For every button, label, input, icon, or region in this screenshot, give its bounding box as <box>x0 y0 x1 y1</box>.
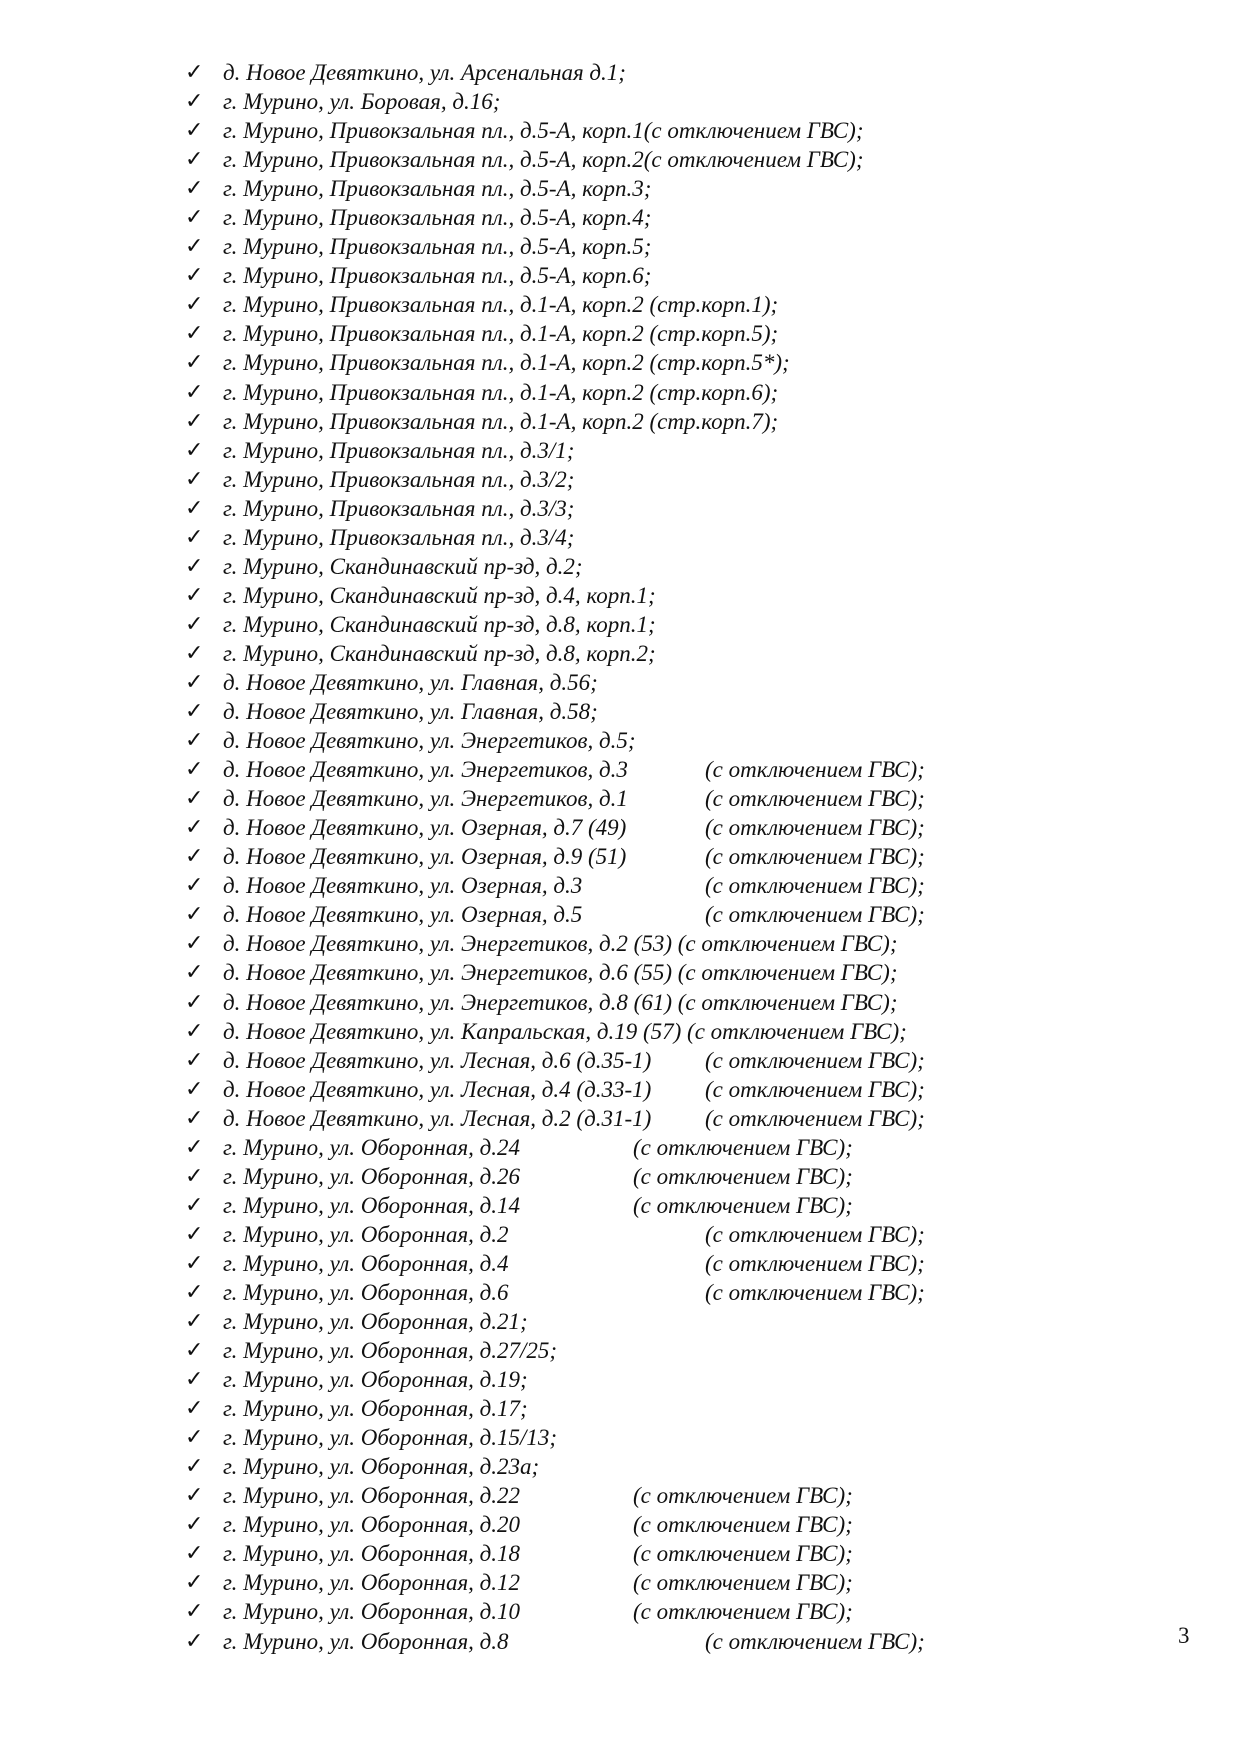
list-item <box>185 232 1145 261</box>
address-text: д. Новое Девяткино, ул. Озерная, д.9 (51) <box>223 844 627 870</box>
checkmark-icon: ✓ <box>185 524 204 550</box>
list-item <box>185 813 1145 842</box>
hot-water-shutoff-note: (с отключением ГВС); <box>633 1163 853 1189</box>
list-item <box>185 726 1145 755</box>
address-text: д. Новое Девяткино, ул. Главная, д.56; <box>223 669 598 695</box>
address-text: д. Новое Девяткино, ул. Лесная, д.4 (д.33-1) <box>223 1076 652 1102</box>
list-item <box>185 58 1145 87</box>
checkmark-icon: ✓ <box>185 1541 204 1567</box>
list-item <box>185 1278 1145 1307</box>
checkmark-icon: ✓ <box>185 1163 204 1189</box>
checkmark-icon: ✓ <box>185 379 204 405</box>
address-text: д. Новое Девяткино, ул. Энергетиков, д.2 (53) (с отключением ГВС); <box>223 931 898 957</box>
address-text: г. Мурино, ул. Оборонная, д.14 <box>223 1192 521 1218</box>
list-item <box>185 1423 1145 1452</box>
hot-water-shutoff-note: (с отключением ГВС); <box>705 815 925 841</box>
address-text: г. Мурино, Привокзальная пл., д.5-А, корп.1(с отключением ГВС); <box>223 118 864 144</box>
checkmark-icon: ✓ <box>185 1425 204 1451</box>
address-text: г. Мурино, ул. Оборонная, д.26 <box>223 1163 521 1189</box>
checkmark-icon: ✓ <box>185 89 204 115</box>
address-text: г. Мурино, ул. Оборонная, д.23а; <box>223 1454 540 1480</box>
list-item <box>185 1220 1145 1249</box>
address-text: д. Новое Девяткино, ул. Лесная, д.2 (д.31-1) <box>223 1105 652 1131</box>
list-item <box>185 581 1145 610</box>
address-text: д. Новое Девяткино, ул. Озерная, д.3 <box>223 873 583 899</box>
list-item <box>185 145 1145 174</box>
address-text: г. Мурино, Скандинавский пр-зд, д.8, корп.1; <box>223 611 656 637</box>
checkmark-icon: ✓ <box>185 1018 204 1044</box>
list-item <box>185 378 1145 407</box>
checkmark-icon: ✓ <box>185 437 204 463</box>
hot-water-shutoff-note: (с отключением ГВС); <box>705 1076 925 1102</box>
address-text: г. Мурино, Привокзальная пл., д.5-А, корп.5; <box>223 234 652 260</box>
list-item <box>185 552 1145 581</box>
address-text: г. Мурино, Скандинавский пр-зд, д.2; <box>223 553 583 579</box>
checkmark-icon: ✓ <box>185 1279 204 1305</box>
list-item <box>185 261 1145 290</box>
list-item <box>185 1365 1145 1394</box>
address-text: д. Новое Девяткино, ул. Лесная, д.6 (д.35-1) <box>223 1047 652 1073</box>
checkmark-icon: ✓ <box>185 786 204 812</box>
hot-water-shutoff-note: (с отключением ГВС); <box>705 757 925 783</box>
address-text: г. Мурино, ул. Оборонная, д.18 <box>223 1541 521 1567</box>
list-item <box>185 639 1145 668</box>
address-text: г. Мурино, ул. Оборонная, д.6 <box>223 1279 509 1305</box>
checkmark-icon: ✓ <box>185 495 204 521</box>
checkmark-icon: ✓ <box>185 321 204 347</box>
address-text: г. Мурино, ул. Оборонная, д.22 <box>223 1483 521 1509</box>
checkmark-icon: ✓ <box>185 1250 204 1276</box>
list-item <box>185 1307 1145 1336</box>
checkmark-icon: ✓ <box>185 1454 204 1480</box>
list-item <box>185 1249 1145 1278</box>
list-item <box>185 174 1145 203</box>
checkmark-icon: ✓ <box>185 960 204 986</box>
checkmark-icon: ✓ <box>185 408 204 434</box>
list-item <box>185 958 1145 987</box>
list-item <box>185 1104 1145 1133</box>
list-item <box>185 1568 1145 1597</box>
address-text: г. Мурино, Привокзальная пл., д.1-А, корп.2 (стр.корп.5*); <box>223 350 790 376</box>
list-item <box>185 1162 1145 1191</box>
checkmark-icon: ✓ <box>185 553 204 579</box>
address-text: д. Новое Девяткино, ул. Озерная, д.5 <box>223 902 583 928</box>
checkmark-icon: ✓ <box>185 611 204 637</box>
checkmark-icon: ✓ <box>185 1192 204 1218</box>
hot-water-shutoff-note: (с отключением ГВС); <box>633 1570 853 1596</box>
address-text: г. Мурино, Скандинавский пр-зд, д.4, корп.1; <box>223 582 656 608</box>
hot-water-shutoff-note: (с отключением ГВС); <box>705 902 925 928</box>
address-text: г. Мурино, Привокзальная пл., д.3/1; <box>223 437 575 463</box>
hot-water-shutoff-note: (с отключением ГВС); <box>705 786 925 812</box>
hot-water-shutoff-note: (с отключением ГВС); <box>633 1192 853 1218</box>
address-text: д. Новое Девяткино, ул. Капральская, д.19 (57) (с отключением ГВС); <box>223 1018 907 1044</box>
checkmark-icon: ✓ <box>185 1599 204 1625</box>
address-text: г. Мурино, Привокзальная пл., д.1-А, корп.2 (стр.корп.1); <box>223 292 779 318</box>
address-text: д. Новое Девяткино, ул. Энергетиков, д.6 (55) (с отключением ГВС); <box>223 960 898 986</box>
hot-water-shutoff-note: (с отключением ГВС); <box>633 1483 853 1509</box>
checkmark-icon: ✓ <box>185 1309 204 1335</box>
list-item <box>185 116 1145 145</box>
list-item <box>185 1017 1145 1046</box>
address-text: г. Мурино, ул. Оборонная, д.12 <box>223 1570 521 1596</box>
list-item <box>185 755 1145 784</box>
checkmark-icon: ✓ <box>185 234 204 260</box>
list-item <box>185 494 1145 523</box>
list-item <box>185 1336 1145 1365</box>
list-item <box>185 668 1145 697</box>
address-text: г. Мурино, Привокзальная пл., д.3/4; <box>223 524 575 550</box>
address-text: г. Мурино, Привокзальная пл., д.3/3; <box>223 495 575 521</box>
list-item <box>185 1627 1145 1656</box>
list-item <box>185 900 1145 929</box>
address-text: г. Мурино, ул. Оборонная, д.17; <box>223 1396 528 1422</box>
checkmark-icon: ✓ <box>185 582 204 608</box>
checkmark-icon: ✓ <box>185 176 204 202</box>
checkmark-icon: ✓ <box>185 1628 204 1654</box>
list-item <box>185 348 1145 377</box>
hot-water-shutoff-note: (с отключением ГВС); <box>705 1221 925 1247</box>
address-text: г. Мурино, Привокзальная пл., д.1-А, корп.2 (стр.корп.6); <box>223 379 779 405</box>
list-item <box>185 319 1145 348</box>
hot-water-shutoff-note: (с отключением ГВС); <box>633 1134 853 1160</box>
checkmark-icon: ✓ <box>185 1221 204 1247</box>
list-item <box>185 1075 1145 1104</box>
address-text: д. Новое Девяткино, ул. Энергетиков, д.5; <box>223 728 636 754</box>
checkmark-icon: ✓ <box>185 60 204 85</box>
address-list <box>185 58 1145 1656</box>
list-item <box>185 1481 1145 1510</box>
checkmark-icon: ✓ <box>185 205 204 231</box>
list-item <box>185 1133 1145 1162</box>
list-item <box>185 697 1145 726</box>
address-text: г. Мурино, Привокзальная пл., д.5-А, корп.2(с отключением ГВС); <box>223 147 864 173</box>
checkmark-icon: ✓ <box>185 640 204 666</box>
list-item <box>185 407 1145 436</box>
hot-water-shutoff-note: (с отключением ГВС); <box>705 1250 925 1276</box>
list-item <box>185 610 1145 639</box>
list-item <box>185 436 1145 465</box>
checkmark-icon: ✓ <box>185 1512 204 1538</box>
checkmark-icon: ✓ <box>185 1570 204 1596</box>
checkmark-icon: ✓ <box>185 699 204 725</box>
checkmark-icon: ✓ <box>185 815 204 841</box>
hot-water-shutoff-note: (с отключением ГВС); <box>633 1541 853 1567</box>
hot-water-shutoff-note: (с отключением ГВС); <box>705 844 925 870</box>
checkmark-icon: ✓ <box>185 873 204 899</box>
address-text: г. Мурино, Привокзальная пл., д.1-А, корп.2 (стр.корп.7); <box>223 408 779 434</box>
address-text: д. Новое Девяткино, ул. Арсенальная д.1; <box>223 60 626 85</box>
address-text: г. Мурино, Привокзальная пл., д.1-А, корп.2 (стр.корп.5); <box>223 321 779 347</box>
address-text: г. Мурино, Привокзальная пл., д.5-А, корп.3; <box>223 176 652 202</box>
list-item <box>185 1452 1145 1481</box>
checkmark-icon: ✓ <box>185 1338 204 1364</box>
list-item <box>185 87 1145 116</box>
checkmark-icon: ✓ <box>185 902 204 928</box>
hot-water-shutoff-note: (с отключением ГВС); <box>705 1279 925 1305</box>
address-text: г. Мурино, ул. Оборонная, д.8 <box>223 1628 509 1654</box>
checkmark-icon: ✓ <box>185 669 204 695</box>
list-item <box>185 290 1145 319</box>
address-text: г. Мурино, ул. Оборонная, д.21; <box>223 1309 528 1335</box>
checkmark-icon: ✓ <box>185 263 204 289</box>
checkmark-icon: ✓ <box>185 292 204 318</box>
list-item <box>185 1394 1145 1423</box>
hot-water-shutoff-note: (с отключением ГВС); <box>633 1512 853 1538</box>
list-item <box>185 842 1145 871</box>
hot-water-shutoff-note: (с отключением ГВС); <box>705 1047 925 1073</box>
address-text: г. Мурино, Привокзальная пл., д.5-А, корп.4; <box>223 205 652 231</box>
list-item <box>185 1046 1145 1075</box>
address-text: д. Новое Девяткино, ул. Главная, д.58; <box>223 699 598 725</box>
hot-water-shutoff-note: (с отключением ГВС); <box>705 1628 925 1654</box>
list-item <box>185 1191 1145 1220</box>
checkmark-icon: ✓ <box>185 1134 204 1160</box>
checkmark-icon: ✓ <box>185 147 204 173</box>
address-text: г. Мурино, ул. Оборонная, д.24 <box>223 1134 521 1160</box>
hot-water-shutoff-note: (с отключением ГВС); <box>705 873 925 899</box>
hot-water-shutoff-note: (с отключением ГВС); <box>633 1599 853 1625</box>
address-text: д. Новое Девяткино, ул. Энергетиков, д.1 <box>223 786 628 812</box>
list-item <box>185 871 1145 900</box>
address-text: г. Мурино, Привокзальная пл., д.5-А, корп.6; <box>223 263 652 289</box>
address-text: д. Новое Девяткино, ул. Энергетиков, д.8 (61) (с отключением ГВС); <box>223 989 898 1015</box>
checkmark-icon: ✓ <box>185 118 204 144</box>
hot-water-shutoff-note: (с отключением ГВС); <box>705 1105 925 1131</box>
checkmark-icon: ✓ <box>185 728 204 754</box>
checkmark-icon: ✓ <box>185 1105 204 1131</box>
list-item <box>185 203 1145 232</box>
address-text: д. Новое Девяткино, ул. Озерная, д.7 (49) <box>223 815 627 841</box>
list-item <box>185 523 1145 552</box>
checkmark-icon: ✓ <box>185 1367 204 1393</box>
list-item <box>185 988 1145 1017</box>
address-text: д. Новое Девяткино, ул. Энергетиков, д.3 <box>223 757 628 783</box>
checkmark-icon: ✓ <box>185 931 204 957</box>
checkmark-icon: ✓ <box>185 757 204 783</box>
address-text: г. Мурино, ул. Оборонная, д.20 <box>223 1512 521 1538</box>
list-item <box>185 1539 1145 1568</box>
address-text: г. Мурино, ул. Оборонная, д.27/25; <box>223 1338 558 1364</box>
checkmark-icon: ✓ <box>185 350 204 376</box>
address-text: г. Мурино, ул. Оборонная, д.15/13; <box>223 1425 558 1451</box>
address-text: г. Мурино, Привокзальная пл., д.3/2; <box>223 466 575 492</box>
checkmark-icon: ✓ <box>185 844 204 870</box>
address-text: г. Мурино, Скандинавский пр-зд, д.8, корп.2; <box>223 640 656 666</box>
list-item <box>185 784 1145 813</box>
address-text: г. Мурино, ул. Оборонная, д.4 <box>223 1250 509 1276</box>
checkmark-icon: ✓ <box>185 1047 204 1073</box>
checkmark-icon: ✓ <box>185 989 204 1015</box>
list-item <box>185 465 1145 494</box>
address-text: г. Мурино, ул. Оборонная, д.10 <box>223 1599 521 1625</box>
address-text: г. Мурино, ул. Оборонная, д.2 <box>223 1221 509 1247</box>
checkmark-icon: ✓ <box>185 1076 204 1102</box>
checkmark-icon: ✓ <box>185 466 204 492</box>
address-text: г. Мурино, ул. Боровая, д.16; <box>223 89 501 115</box>
checkmark-icon: ✓ <box>185 1483 204 1509</box>
list-item <box>185 929 1145 958</box>
checkmark-icon: ✓ <box>185 1396 204 1422</box>
list-item <box>185 1597 1145 1626</box>
page-number: 3 <box>1178 1623 1190 1648</box>
list-item <box>185 1510 1145 1539</box>
address-text: г. Мурино, ул. Оборонная, д.19; <box>223 1367 528 1393</box>
